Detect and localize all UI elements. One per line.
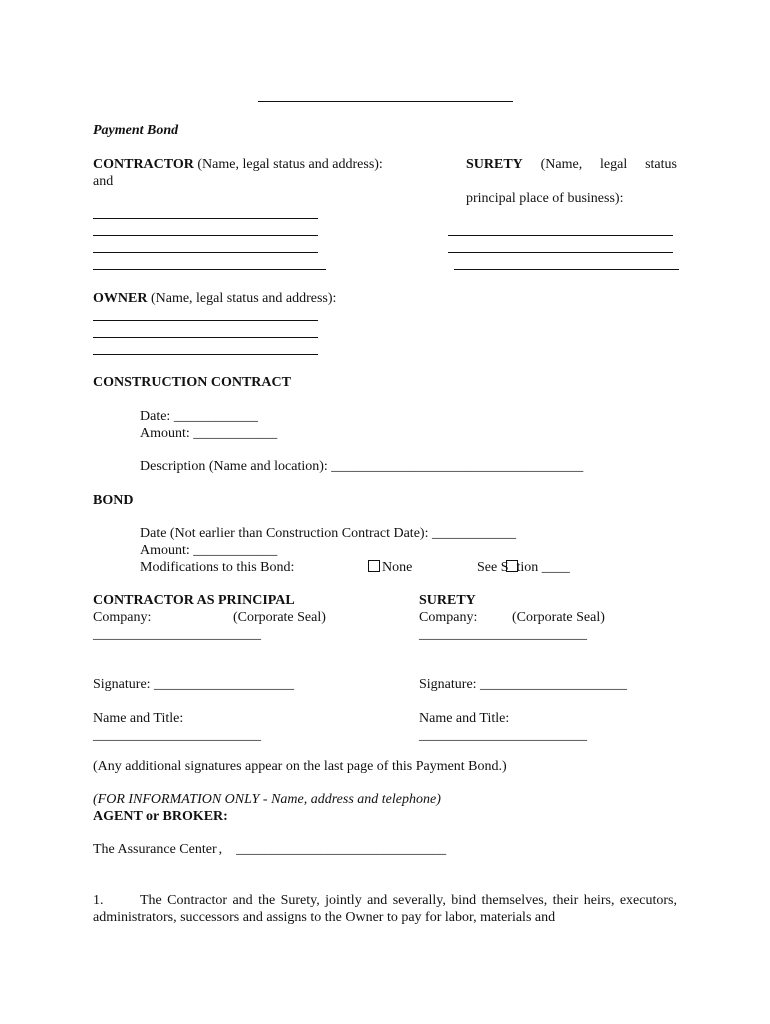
owner-heading: OWNER [93, 291, 148, 306]
contract-description-field[interactable]: Description (Name and location): ____________________________________ [140, 459, 584, 474]
contract-amount-field[interactable]: Amount: ____________ [140, 426, 278, 441]
paragraph-1 [93, 892, 677, 926]
owner-label-line [93, 290, 336, 307]
contractor-signature-field[interactable]: Signature: ____________________ [93, 677, 295, 692]
surety-line-1[interactable] [448, 235, 673, 236]
paragraph-1-number: 1. [93, 893, 104, 908]
surety-company-label: Company: [419, 610, 478, 625]
bond-date-field[interactable]: Date (Not earlier than Construction Contract Date): ____________ [140, 526, 516, 541]
agent-comma: , [218, 842, 223, 857]
surety-label-word-1: (Name, [540, 157, 583, 172]
surety-company-field[interactable]: ________________________ [419, 627, 587, 642]
see-section-label-prefix: See S [477, 560, 509, 575]
surety-name-title-label: Name and Title: [419, 711, 510, 726]
surety-sign-heading: SURETY [419, 593, 476, 608]
contractor-seal-label: (Corporate Seal) [233, 610, 326, 625]
surety-label-line-2: principal place of business): [466, 191, 624, 206]
surety-label-line [466, 156, 677, 173]
owner-line-3[interactable] [93, 354, 318, 355]
surety-name-title-field[interactable]: ________________________ [419, 728, 587, 743]
agent-name: The Assurance Center [93, 842, 217, 857]
surety-line-2[interactable] [448, 252, 673, 253]
owner-line-2[interactable] [93, 337, 318, 338]
agent-name-line [93, 841, 446, 858]
owner-label: (Name, legal status and address): [150, 291, 337, 306]
paragraph-1-text: The Contractor and the Surety, jointly and severally, bind themselves, their heirs, executors, administrators, successors and assigns to the Owner to pay for labor, materials and [93, 893, 677, 925]
contractor-name-title-field[interactable]: ________________________ [93, 728, 261, 743]
surety-label-and: and [93, 174, 114, 189]
see-section-label-suffix: tion ____ [516, 560, 570, 575]
contractor-company-field[interactable]: ________________________ [93, 627, 261, 642]
contract-date-field[interactable]: Date: ____________ [140, 409, 258, 424]
modification-none-option[interactable] [368, 559, 412, 576]
surety-label-word-3: status [645, 157, 677, 172]
surety-label-word-2: legal [600, 157, 628, 172]
agent-broker-heading: AGENT or BROKER: [93, 809, 228, 824]
contractor-line-1[interactable] [93, 218, 318, 219]
construction-contract-heading: CONSTRUCTION CONTRACT [93, 375, 291, 390]
contractor-principal-heading: CONTRACTOR AS PRINCIPAL [93, 593, 295, 608]
contractor-name-title-label: Name and Title: [93, 711, 184, 726]
contractor-label-line [93, 156, 383, 173]
additional-signatures-note: (Any additional signatures appear on the last page of this Payment Bond.) [93, 759, 507, 774]
info-only-note: (FOR INFORMATION ONLY - Name, address and telephone) [93, 792, 441, 807]
bond-amount-field[interactable]: Amount: ____________ [140, 543, 278, 558]
contractor-line-2[interactable] [93, 235, 318, 236]
document-title: Payment Bond [93, 123, 179, 138]
owner-line-1[interactable] [93, 320, 318, 321]
surety-seal-label: (Corporate Seal) [512, 610, 605, 625]
header-rule [258, 101, 513, 102]
contractor-company-label: Company: [93, 610, 152, 625]
bond-modifications-label: Modifications to this Bond: [140, 560, 295, 575]
surety-signature-field[interactable]: Signature: _____________________ [419, 677, 628, 692]
modification-see-section-option[interactable] [477, 559, 570, 576]
surety-line-3[interactable] [454, 269, 679, 270]
none-label: None [382, 560, 413, 575]
bond-heading: BOND [93, 493, 134, 508]
surety-heading: SURETY [466, 157, 523, 172]
contractor-line-4[interactable] [93, 269, 326, 270]
none-checkbox[interactable] [368, 560, 380, 572]
agent-address-field[interactable]: ______________________________ [236, 842, 447, 857]
contractor-line-3[interactable] [93, 252, 318, 253]
contractor-heading: CONTRACTOR [93, 157, 194, 172]
contractor-label: (Name, legal status and address): [197, 157, 383, 172]
